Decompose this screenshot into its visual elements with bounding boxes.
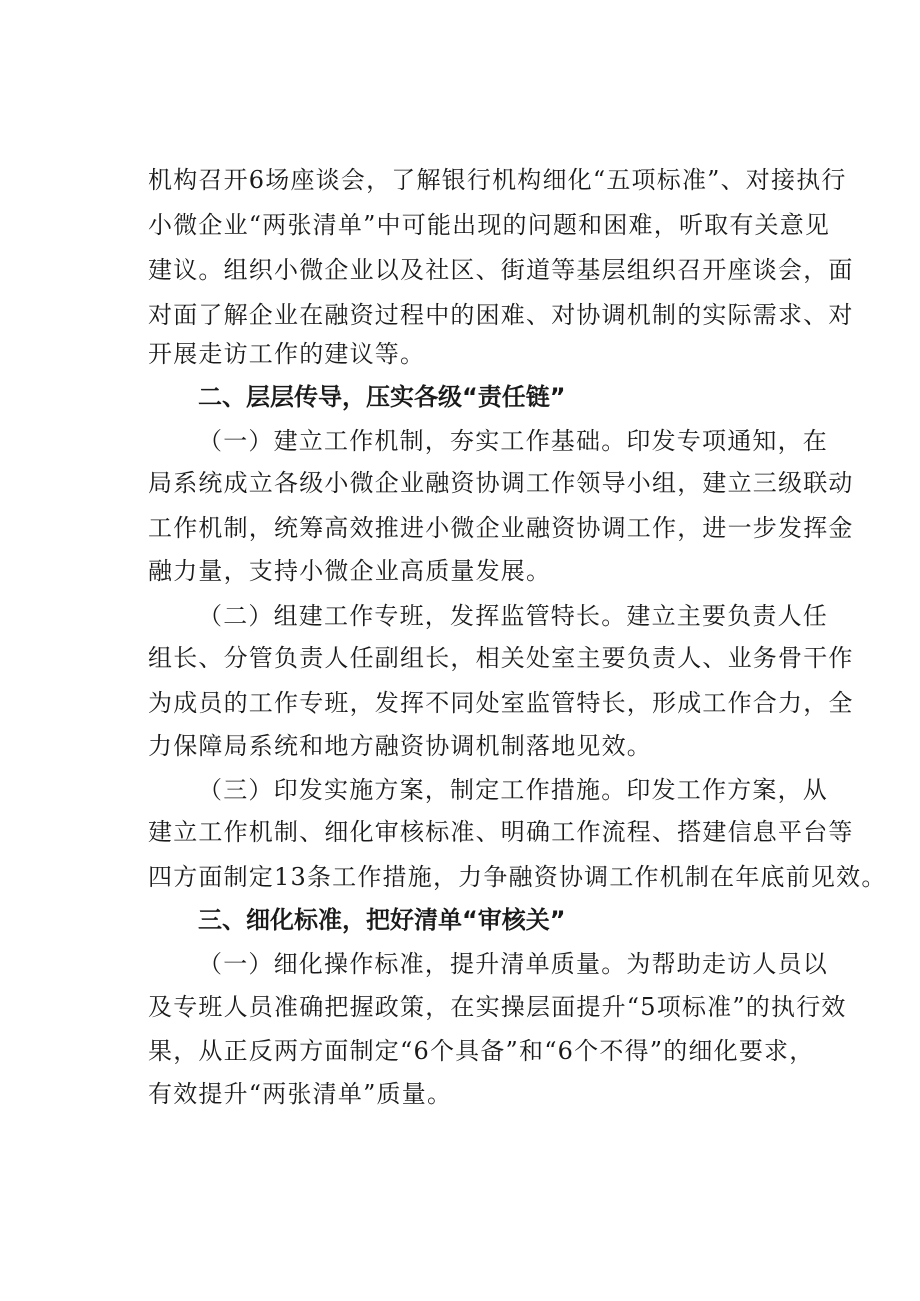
paragraph-2-3-line-3: 四方面制定13条工作措施，力争融资协调工作机制在年底前见效。: [148, 863, 887, 891]
paragraph-1-line-4: 对面了解企业在融资过程中的困难、对协调机制的实际需求、对: [148, 301, 854, 329]
paragraph-2-2-line-4: 力保障局系统和地方融资协调机制落地见效。: [148, 732, 652, 760]
paragraph-3-1-line-3: 果，从正反两方面制定“6个具备”和“6个不得”的细化要求，: [148, 1037, 815, 1065]
paragraph-2-1-line-2: 局系统成立各级小微企业融资协调工作领导小组，建立三级联动: [148, 469, 854, 497]
section-heading-2: 二、层层传导，压实各级“责任链”: [198, 383, 566, 411]
paragraph-2-3-line-1: （三）印发实施方案，制定工作措施。印发工作方案，从: [198, 776, 828, 804]
paragraph-1-line-5: 开展走访工作的建议等。: [148, 340, 426, 368]
paragraph-2-1-line-1: （一）建立工作机制，夯实工作基础。印发专项通知，在: [198, 427, 828, 455]
paragraph-2-3-line-2: 建立工作机制、细化审核标准、明确工作流程、搭建信息平台等: [148, 818, 854, 846]
section-heading-3: 三、细化标准，把好清单“审核关”: [198, 906, 566, 934]
paragraph-1-line-3: 建议。组织小微企业以及社区、街道等基层组织召开座谈会，面: [148, 256, 854, 284]
paragraph-1-line-1: 机构召开6场座谈会，了解银行机构细化“五项标准”、对接执行: [148, 166, 847, 194]
paragraph-3-1-line-1: （一）细化操作标准，提升清单质量。为帮助走访人员以: [198, 950, 828, 978]
paragraph-3-1-line-4: 有效提升“两张清单”质量。: [148, 1080, 453, 1108]
paragraph-2-2-line-3: 为成员的工作专班，发挥不同处室监管特长，形成工作合力，全: [148, 689, 854, 717]
paragraph-2-2-line-2: 组长、分管负责人任副组长，相关处室主要负责人、业务骨干作: [148, 644, 854, 672]
paragraph-2-2-line-1: （二）组建工作专班，发挥监管特长。建立主要负责人任: [198, 602, 828, 630]
paragraph-1-line-2: 小微企业“两张清单”中可能出现的问题和困难，听取有关意见: [148, 211, 831, 239]
paragraph-3-1-line-2: 及专班人员准确把握政策，在实操层面提升“5项标准”的执行效: [148, 993, 847, 1021]
paragraph-2-1-line-3: 工作机制，统筹高效推进小微企业融资协调工作，进一步发挥金: [148, 514, 854, 542]
paragraph-2-1-line-4: 融力量，支持小微企业高质量发展。: [148, 557, 552, 585]
